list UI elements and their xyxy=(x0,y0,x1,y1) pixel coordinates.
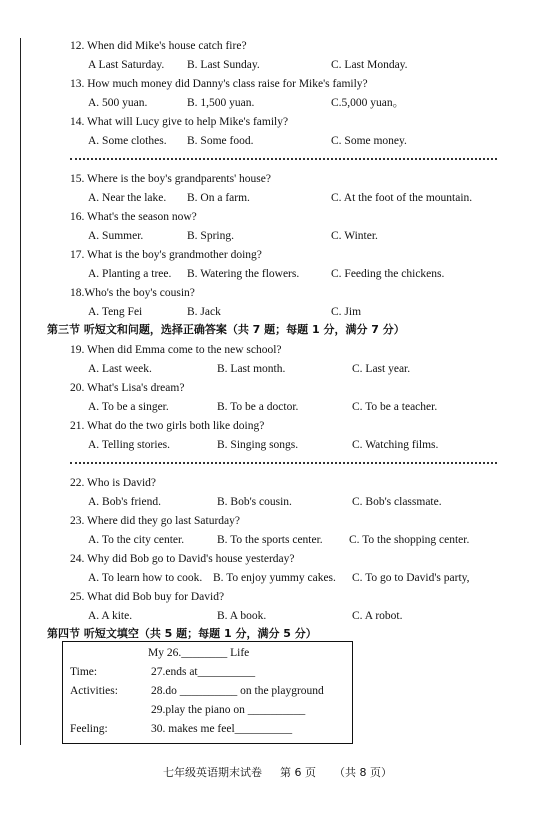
q17-option-b: B. Watering the flowers. xyxy=(187,268,300,280)
q12-option-c: C. Last Monday. xyxy=(331,59,408,71)
q20-option-c: C. To be a teacher. xyxy=(352,401,438,413)
q22-option-a: A. Bob's friend. xyxy=(88,496,161,508)
table-title: My 26.________ Life xyxy=(148,647,250,659)
q16-option-a: A. Summer. xyxy=(88,230,144,242)
q25-option-b: B. A book. xyxy=(217,610,267,622)
q24-option-a: A. To learn how to cook. xyxy=(88,572,203,584)
question-16: 16. What's the season now? xyxy=(70,211,197,223)
q13-option-a: A. 500 yuan. xyxy=(88,97,148,109)
q16-option-c: C. Winter. xyxy=(331,230,378,242)
q19-option-c: C. Last year. xyxy=(352,363,411,375)
feeling-label: Feeling: xyxy=(70,723,108,735)
q18-option-b: B. Jack xyxy=(187,306,221,318)
q14-option-a: A. Some clothes. xyxy=(88,135,167,147)
q23-option-b: B. To the sports center. xyxy=(217,534,323,546)
feeling-blank: 30. makes me feel__________ xyxy=(151,723,293,735)
question-14: 14. What will Lucy give to help Mike's family? xyxy=(70,116,289,128)
question-17: 17. What is the boy's grandmother doing? xyxy=(70,249,262,261)
q17-option-c: C. Feeding the chickens. xyxy=(331,268,445,280)
section-3-heading: 第三节 听短文和问题，选择正确答案（共 7 题；每题 1 分，满分 7 分） xyxy=(47,323,405,336)
q18-option-a: A. Teng Fei xyxy=(88,306,143,318)
question-19: 19. When did Emma come to the new school? xyxy=(70,344,282,356)
dotted-separator xyxy=(70,462,497,464)
q21-option-a: A. Telling stories. xyxy=(88,439,171,451)
q12-option-a: A Last Saturday. xyxy=(88,59,165,71)
q24-option-b: B. To enjoy yummy cakes. xyxy=(213,572,336,584)
q22-option-b: B. Bob's cousin. xyxy=(217,496,292,508)
q14-option-b: B. Some food. xyxy=(187,135,254,147)
q15-option-b: B. On a farm. xyxy=(187,192,250,204)
time-blank: 27.ends at__________ xyxy=(151,666,256,678)
q19-option-a: A. Last week. xyxy=(88,363,152,375)
q20-option-a: A. To be a singer. xyxy=(88,401,169,413)
q23-option-c: C. To the shopping center. xyxy=(349,534,470,546)
question-23: 23. Where did they go last Saturday? xyxy=(70,515,241,527)
question-18: 18.Who's the boy's cousin? xyxy=(70,287,195,299)
activity-blank-29: 29.play the piano on __________ xyxy=(151,704,306,716)
section-4-heading: 第四节 听短文填空（共 5 题；每题 1 分，满分 5 分） xyxy=(47,627,317,640)
q22-option-c: C. Bob's classmate. xyxy=(352,496,442,508)
q13-option-b: B. 1,500 yuan. xyxy=(187,97,255,109)
q21-option-c: C. Watching films. xyxy=(352,439,439,451)
question-12: 12. When did Mike's house catch fire? xyxy=(70,40,247,52)
activities-label: Activities: xyxy=(70,685,118,697)
q25-option-a: A. A kite. xyxy=(88,610,133,622)
q14-option-c: C. Some money. xyxy=(331,135,407,147)
q12-option-b: B. Last Sunday. xyxy=(187,59,260,71)
question-15: 15. Where is the boy's grandparents' house? xyxy=(70,173,271,185)
q18-option-c: C. Jim xyxy=(331,306,362,318)
time-label: Time: xyxy=(70,666,98,678)
question-24: 24. Why did Bob go to David's house yesterday? xyxy=(70,553,295,565)
dotted-separator xyxy=(70,158,497,160)
q23-option-a: A. To the city center. xyxy=(88,534,185,546)
q15-option-c: C. At the foot of the mountain. xyxy=(331,192,473,204)
question-20: 20. What's Lisa's dream? xyxy=(70,382,185,394)
margin-line xyxy=(20,38,21,745)
page-footer: 七年级英语期末试卷 第 6 页 （共 8 页） xyxy=(163,766,392,779)
q24-option-c: C. To go to David's party, xyxy=(352,572,470,584)
question-21: 21. What do the two girls both like doing? xyxy=(70,420,265,432)
q17-option-a: A. Planting a tree. xyxy=(88,268,172,280)
q21-option-b: B. Singing songs. xyxy=(217,439,299,451)
q25-option-c: C. A robot. xyxy=(352,610,403,622)
q15-option-a: A. Near the lake. xyxy=(88,192,167,204)
q20-option-b: B. To be a doctor. xyxy=(217,401,299,413)
question-13: 13. How much money did Danny's class raise for Mike's family? xyxy=(70,78,368,90)
q16-option-b: B. Spring. xyxy=(187,230,234,242)
q19-option-b: B. Last month. xyxy=(217,363,286,375)
question-25: 25. What did Bob buy for David? xyxy=(70,591,225,603)
question-22: 22. Who is David? xyxy=(70,477,157,489)
activity-blank-28: 28.do __________ on the playground xyxy=(151,685,324,697)
q13-option-c: C.5,000 yuan。 xyxy=(331,97,405,109)
